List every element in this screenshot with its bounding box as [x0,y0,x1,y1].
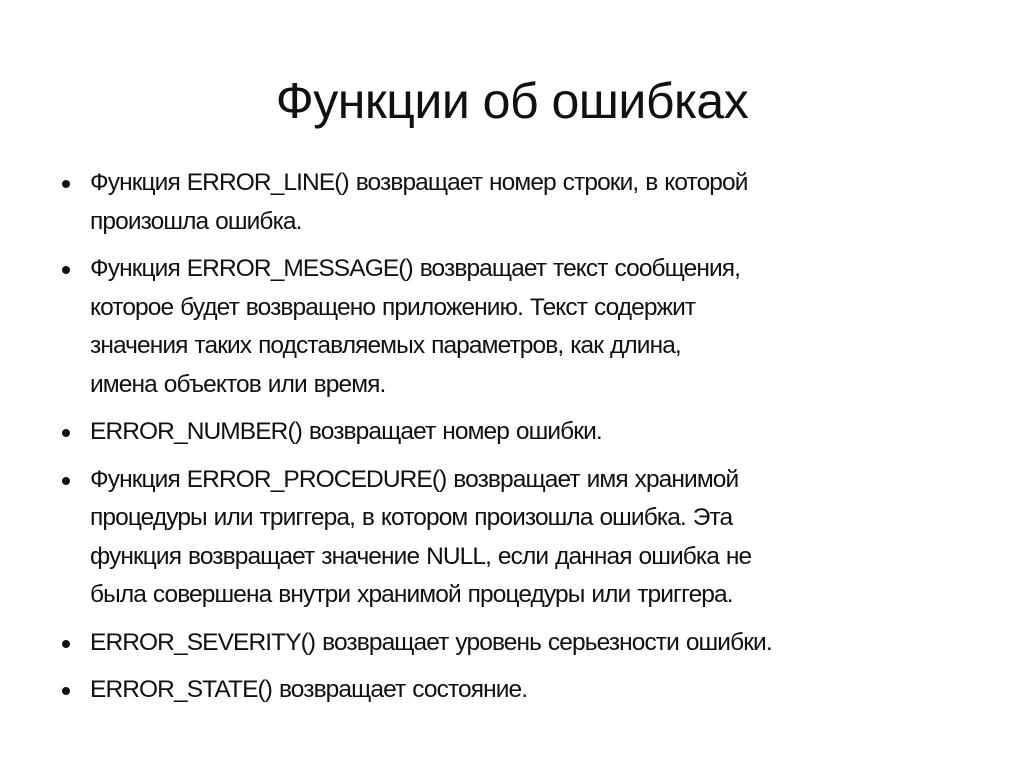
slide-title: Функции об ошибках [275,73,749,129]
bullet-error-line [62,164,982,241]
bullet-text-line: которое будет возвращено приложению. Текст содержит [90,293,696,321]
bullet-dot-icon [62,477,70,485]
bullet-text-line: имена объектов или время. [90,370,386,398]
bullet-text-line: произошла ошибка. [90,207,302,235]
bullet-text-line: ERROR_STATE() возвращает состояние. [90,676,528,703]
bullet-error-number [62,413,982,452]
bullet-text-line: ERROR_NUMBER() возвращает номер ошибки. [90,418,602,445]
bullet-error-message [62,250,982,404]
bullet-list [62,164,982,719]
bullet-text-line: функция возвращает значение NULL, если данная ошибка не [90,542,752,570]
bullet-dot-icon [62,429,70,437]
bullet-dot-icon [62,180,70,188]
bullet-text-line: значения таких подставляемых параметров, как длина, [90,332,681,359]
bullet-error-state [62,671,982,710]
bullet-text-line: Функция ERROR_PROCEDURE() возвращает имя хранимой [90,465,739,493]
bullet-text-line: процедуры или триггера, в котором произошла ошибка. Эта [90,504,733,531]
bullet-dot-icon [62,687,70,695]
bullet-text-line: ERROR_SEVERITY() возвращает уровень серьезности ошибки. [90,628,772,656]
bullet-error-severity [62,624,982,663]
bullet-text-line: Функция ERROR_LINE() возвращает номер строки, в которой [90,169,748,196]
bullet-text-line: была совершена внутри хранимой процедуры или триггера. [90,581,733,608]
bullet-text-line: Функция ERROR_MESSAGE() возвращает текст сообщения, [90,255,741,282]
bullet-dot-icon [62,640,70,648]
bullet-dot-icon [62,266,70,274]
bullet-error-procedure [62,461,982,615]
